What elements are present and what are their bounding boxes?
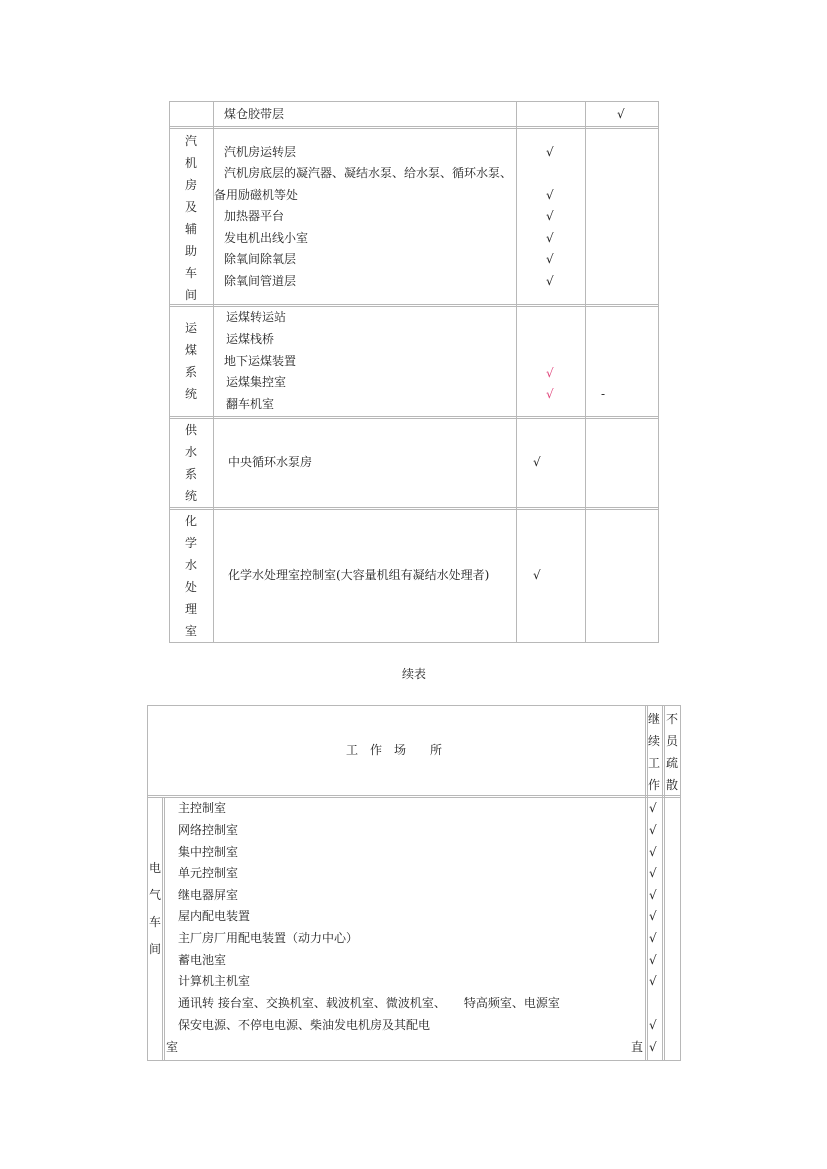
check-mark: √ bbox=[649, 1040, 657, 1054]
place-name: 翻车机室 bbox=[226, 397, 275, 411]
place-name: 蓄电池室 bbox=[178, 953, 227, 967]
table-1-col-divider bbox=[213, 101, 214, 643]
check-mark: √ bbox=[546, 209, 554, 223]
place-name-continued: 直 bbox=[631, 1040, 644, 1054]
place-name: 单元控制室 bbox=[178, 866, 239, 880]
header-place: 工 作 场 所 bbox=[346, 743, 443, 757]
category-label: 运煤系统 bbox=[184, 321, 197, 401]
table-1-row-divider bbox=[169, 306, 659, 307]
place-name: 煤仓胶带层 bbox=[224, 107, 285, 121]
table-1-col-divider bbox=[516, 101, 517, 643]
place-name: 地下运煤装置 bbox=[224, 354, 297, 368]
place-name: 运煤转运站 bbox=[226, 310, 287, 324]
check-mark: √ bbox=[533, 568, 541, 582]
table-2-col-divider bbox=[164, 797, 165, 1061]
place-name: 备用励磁机等处 bbox=[214, 188, 299, 202]
category-label: 供水系统 bbox=[184, 423, 197, 503]
table-2-col-divider bbox=[662, 705, 663, 1061]
place-name: 加热器平台 bbox=[224, 209, 285, 223]
place-name: 屋内配电装置 bbox=[178, 909, 251, 923]
category-label: 化学水处理室 bbox=[184, 514, 197, 638]
place-name: 汽机房底层的凝汽器、凝结水泵、给水泵、循环水泵、 bbox=[224, 166, 513, 180]
place-name: 计算机主机室 bbox=[178, 974, 251, 988]
place-name: 汽机房运转层 bbox=[224, 145, 297, 159]
table-1-row-divider bbox=[169, 418, 659, 419]
check-mark: √ bbox=[649, 953, 657, 967]
check-mark: √ bbox=[546, 387, 554, 401]
place-name: 运煤栈桥 bbox=[226, 332, 275, 346]
check-mark: √ bbox=[546, 231, 554, 245]
check-mark: √ bbox=[649, 974, 657, 988]
check-mark: √ bbox=[546, 145, 554, 159]
place-name: 保安电源、不停电电源、柴油发电机房及其配电 bbox=[178, 1018, 431, 1032]
check-mark: √ bbox=[649, 866, 657, 880]
place-name-continued: 室 bbox=[166, 1040, 179, 1054]
header-evacuate: 不员疏散 bbox=[665, 712, 678, 792]
place-name: 中央循环水泵房 bbox=[228, 455, 313, 469]
check-mark: √ bbox=[546, 252, 554, 266]
place-name: 通讯转 接台室、交换机室、载波机室、微波机室、 特高频室、电源室 bbox=[178, 996, 560, 1010]
check-mark: √ bbox=[533, 455, 541, 469]
table-1-row-divider bbox=[169, 416, 659, 417]
check-mark: √ bbox=[649, 888, 657, 902]
header-continue-work: 继续工作 bbox=[647, 712, 660, 792]
check-mark: √ bbox=[649, 823, 657, 837]
table-caption: 续表 bbox=[402, 667, 427, 681]
table-1-row-divider bbox=[169, 507, 659, 508]
category-label: 汽机房及辅助车间 bbox=[184, 134, 197, 302]
dash-mark: - bbox=[601, 387, 606, 401]
place-name: 集中控制室 bbox=[178, 845, 239, 859]
place-name: 继电器屏室 bbox=[178, 888, 239, 902]
table-1-col-divider bbox=[585, 101, 586, 643]
place-name: 网络控制室 bbox=[178, 823, 239, 837]
place-name: 除氧间管道层 bbox=[224, 274, 297, 288]
check-mark: √ bbox=[649, 1018, 657, 1032]
check-mark: √ bbox=[546, 188, 554, 202]
check-mark: √ bbox=[546, 274, 554, 288]
check-mark: √ bbox=[649, 801, 657, 815]
place-name: 化学水处理室控制室(大容量机组有凝结水处理者) bbox=[228, 568, 490, 582]
check-mark: √ bbox=[617, 107, 625, 121]
place-name: 发电机出线小室 bbox=[224, 231, 309, 245]
check-mark: √ bbox=[546, 366, 554, 380]
place-name: 主控制室 bbox=[178, 801, 227, 815]
table-1-row-divider bbox=[169, 126, 659, 127]
table-1-row-divider bbox=[169, 128, 659, 129]
place-name: 主厂房厂用配电装置（动力中心） bbox=[178, 931, 359, 945]
check-mark: √ bbox=[649, 845, 657, 859]
place-name: 除氧间除氧层 bbox=[224, 252, 297, 266]
check-mark: √ bbox=[649, 931, 657, 945]
table-2-row-divider bbox=[147, 795, 681, 796]
place-name: 运煤集控室 bbox=[226, 375, 287, 389]
table-1-row-divider bbox=[169, 509, 659, 510]
category-label: 电气车间 bbox=[148, 861, 161, 956]
table-1-row-divider bbox=[169, 304, 659, 305]
check-mark: √ bbox=[649, 909, 657, 923]
table-2-row-divider bbox=[147, 797, 681, 798]
